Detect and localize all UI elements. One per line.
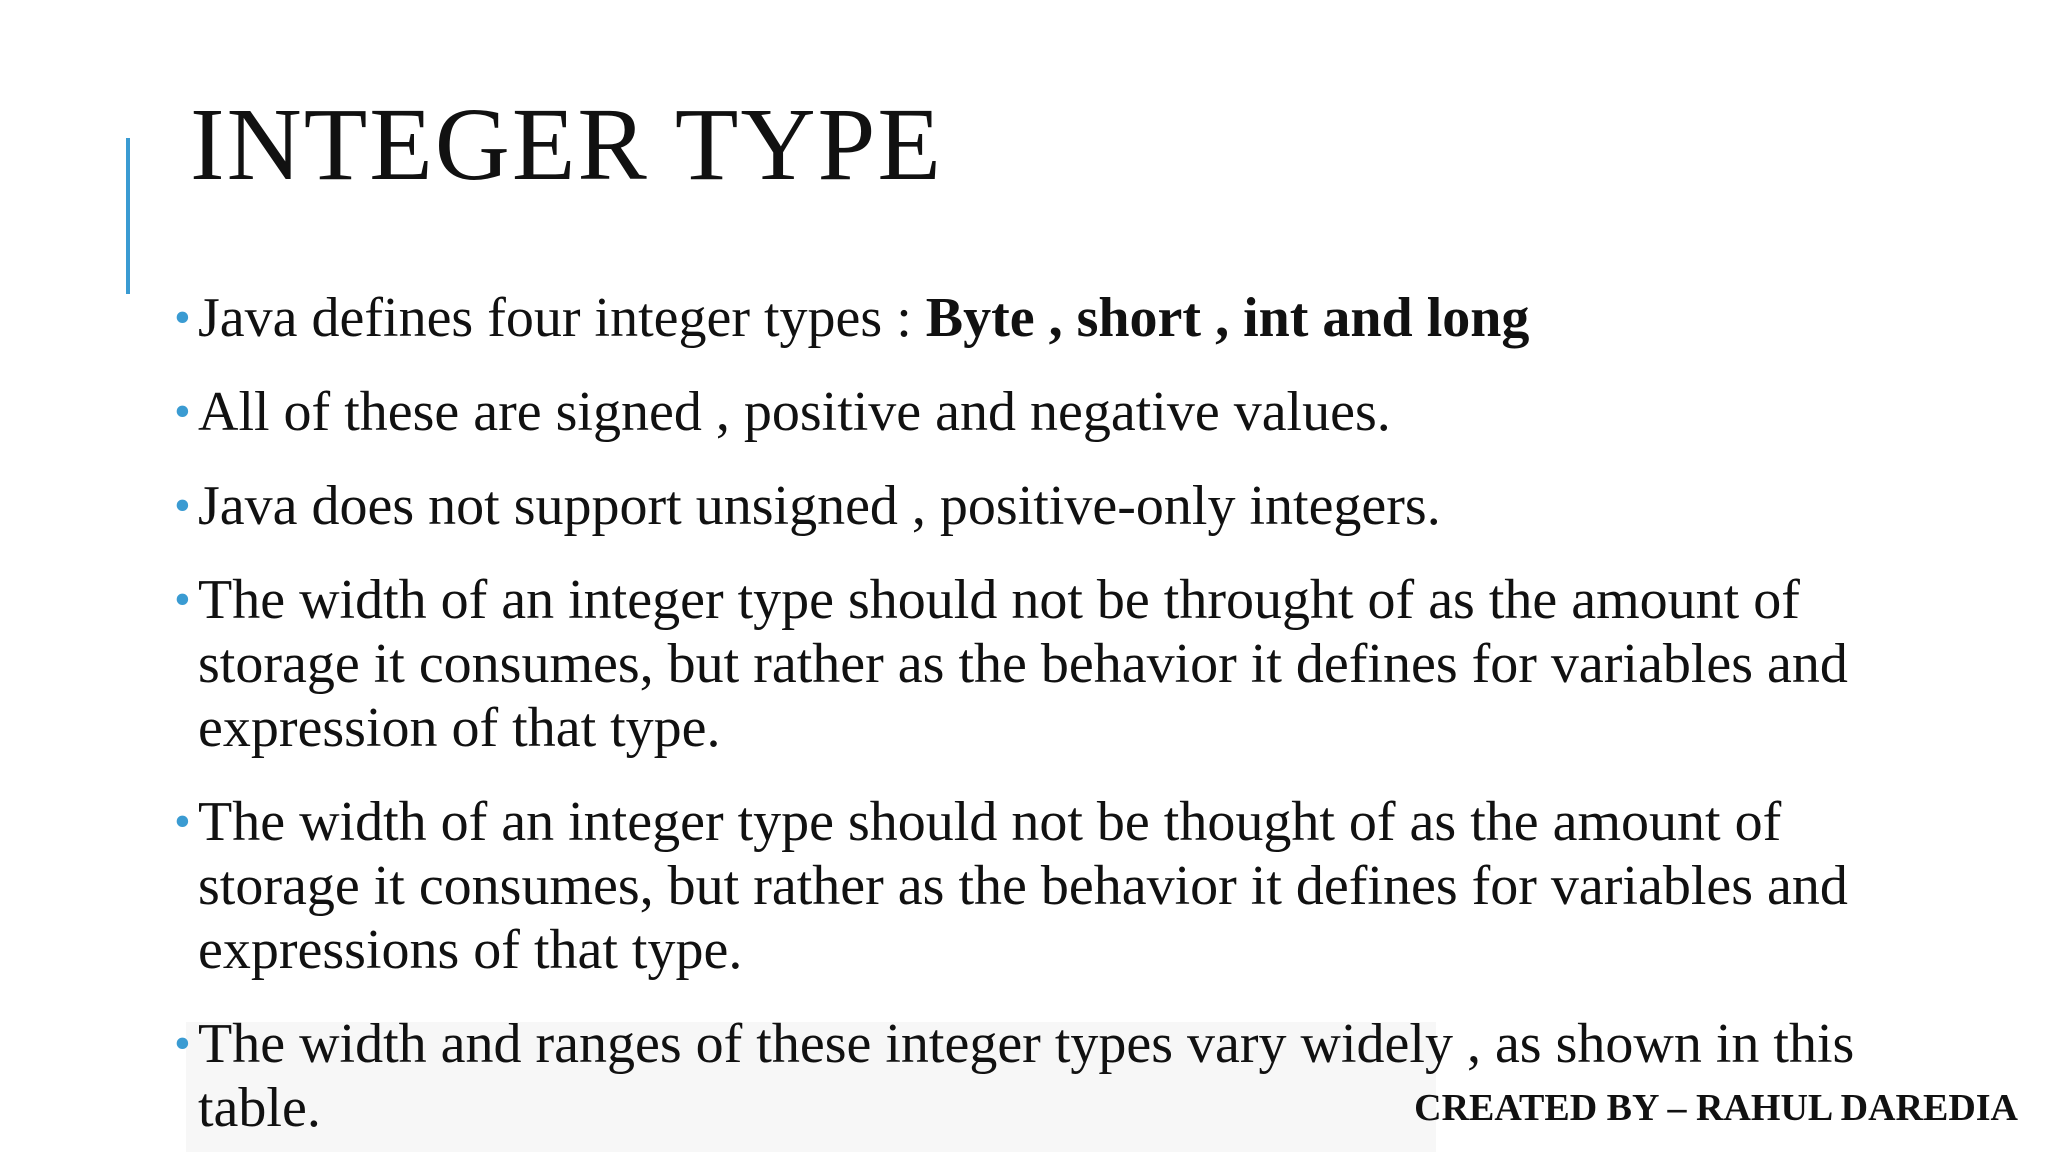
bullet-text: The width and ranges of these integer types vary widely , as shown in this table. — [198, 1013, 1855, 1139]
bullet-bold-text: Byte , short , int and long — [925, 287, 1530, 349]
bullet-text: The width of an integer type should not be thought of as the amount of storage it consumes, but rather as the behavior it defines for variables and expressions of that type. — [198, 791, 1848, 981]
bullet-dot-icon: • — [174, 573, 191, 626]
bullet-text: Java does not support unsigned , positive-only integers. — [198, 475, 1441, 537]
bullet-item — [174, 380, 1860, 444]
bullet-item — [174, 474, 1860, 538]
bullet-dot-icon: • — [174, 1017, 191, 1070]
title-accent-bar — [126, 138, 130, 294]
bullet-dot-icon: • — [174, 291, 191, 344]
bullet-dot-icon: • — [174, 795, 191, 848]
bullet-item — [174, 568, 1860, 760]
bullet-item — [174, 286, 1860, 350]
bullet-text: Java defines four integer types : — [198, 287, 926, 349]
bullet-text: All of these are signed , positive and negative values. — [198, 381, 1391, 443]
bullet-item — [174, 790, 1860, 982]
bullet-dot-icon: • — [174, 385, 191, 438]
bullet-dot-icon: • — [174, 479, 191, 532]
slide-title: INTEGER TYPE — [190, 87, 943, 202]
bullet-list — [174, 286, 1860, 1152]
credit-text: CREATED BY – RAHUL DAREDIA — [1414, 1087, 2018, 1129]
bullet-text: The width of an integer type should not be throught of as the amount of storage it consumes, but rather as the behavior it defines for variables and expression of that type. — [198, 569, 1848, 759]
